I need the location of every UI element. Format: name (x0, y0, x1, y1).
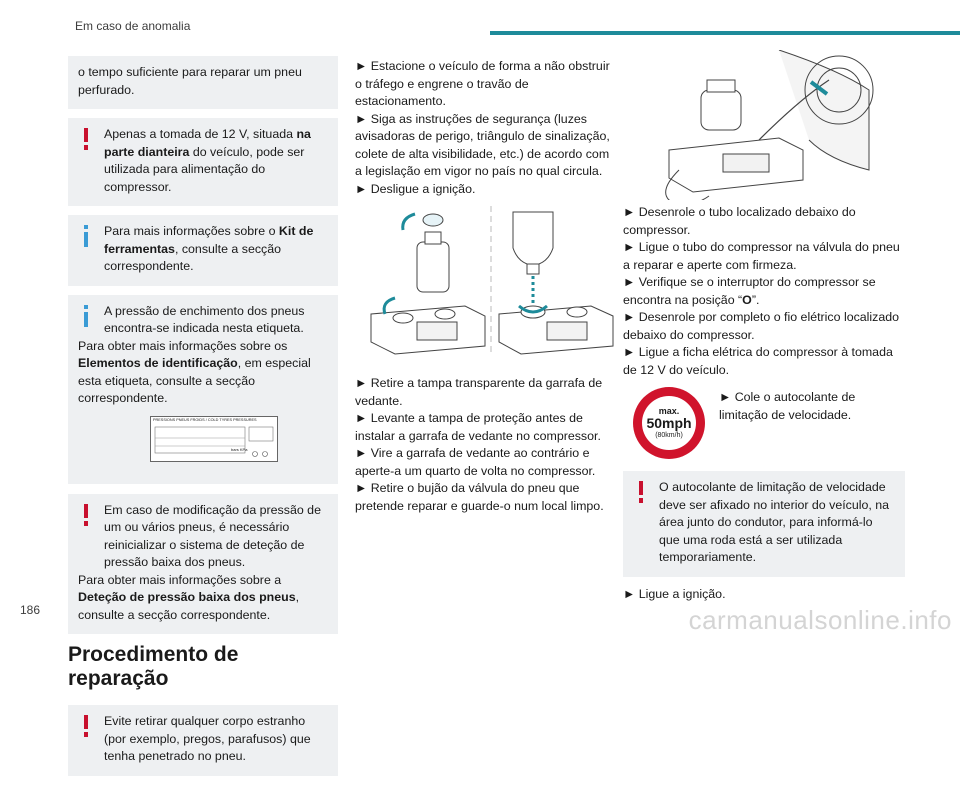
warning-icon (78, 504, 94, 528)
compressor-bottle-illustration (355, 206, 619, 366)
sticker-kmh: (80km/h) (655, 432, 683, 439)
info-box-pressure-label (68, 295, 338, 484)
info-text-2: Para obter mais informações sobre os Elementos de identificação, em especial esta etiqueta, consulte a secção correspondente. (78, 338, 311, 405)
info-icon (78, 305, 94, 329)
step-ignition-on: ► Ligue a ignição. (623, 586, 726, 601)
step-stick-sticker: ► Cole o autocolante de limitação de velocidade. (719, 390, 856, 422)
section-header: Em caso de anomalia (75, 19, 191, 33)
warning-box-12v (68, 118, 338, 206)
step-connect-hose: ► Ligue o tubo do compressor na válvula do pneu a reparar e aperte com firmeza. (623, 240, 900, 272)
warning-box-reinit (68, 494, 338, 635)
warning-icon (633, 481, 649, 505)
info-box-toolkit (68, 215, 338, 286)
compressor-tyre-illustration (639, 50, 879, 200)
warning-text-2: Para obter mais informações sobre a Deteção de pressão baixa dos pneus, consulte a secção correspondente. (78, 572, 300, 622)
step-remove-cap: ► Retire a tampa transparente da garrafa de vedante. (355, 376, 603, 408)
warning-box-foreign-body (68, 705, 338, 776)
note-box-continued (68, 56, 338, 109)
step-check-switch: ► Verifique se o interruptor do compressor se encontra na posição “O”. (623, 275, 876, 307)
speed-sticker-row (623, 387, 905, 465)
header-accent-bar (490, 31, 960, 35)
warning-text: Apenas a tomada de 12 V, situada na parte dianteira do veículo, pode ser utilizada para alimentação do compressor. (78, 126, 328, 196)
step-plug-12v: ► Ligue a ficha elétrica do compressor à tomada de 12 V do veículo. (623, 345, 893, 377)
note-text: o tempo suficiente para reparar um pneu perfurado. (78, 65, 302, 97)
warning-text: Em caso de modificação da pressão de um ou vários pneus, é necessário reinicializar o sistema de deteção de pressão baixa dos pneus. (78, 502, 328, 572)
column-middle (355, 58, 619, 515)
step-screw-bottle: ► Vire a garrafa de vedante ao contrário e aperte-a um quarto de volta no compressor. (355, 446, 596, 478)
warning-text: O autocolante de limitação de velocidade deve ser afixado no interior do veículo, na área junto do condutor, para informá-lo que uma roda está a ser utilizada temporariamente. (633, 479, 895, 567)
section-heading: Procedimento de reparação (68, 643, 239, 690)
step-safety: ► Siga as instruções de segurança (luzes avisadoras de perigo, triângulo de sinalização, colete de alta visibilidade, etc.) de acordo com a legislação em vigor no país no qual circula. (355, 111, 610, 178)
info-text: Para mais informações sobre o Kit de ferramentas, consulte a secção correspondente. (78, 223, 328, 276)
warning-icon (78, 715, 94, 739)
page-number: 186 (20, 603, 41, 617)
watermark: carmanualsonline.info (688, 605, 952, 635)
warning-text: Evite retirar qualquer corpo estranho (por exemplo, pregos, parafusos) que tenha penetrado no pneu. (78, 713, 328, 766)
speed-limit-sticker (633, 387, 705, 459)
sticker-max: max. (658, 406, 680, 416)
step-lift-cover: ► Levante a tampa de proteção antes de instalar a garrafa de vedante no compressor. (355, 411, 601, 443)
warning-icon (78, 128, 94, 152)
step-park: ► Estacione o veículo de forma a não obstruir o tráfego e engrene o travão de estacionamento. (355, 59, 610, 108)
sticker-speed: 50mph (646, 415, 692, 431)
info-icon (78, 225, 94, 249)
label-grid-drawing (151, 424, 277, 460)
step-unroll-cable: ► Desenrole por completo o fio elétrico localizado debaixo do compressor. (623, 310, 900, 342)
warning-box-sticker (623, 471, 905, 577)
step-remove-valve-cap: ► Retire o bujão da válvula do pneu que pretende reparar e guarde-o num local limpo. (355, 481, 604, 513)
tyre-pressure-label-image (150, 416, 278, 462)
info-text: A pressão de enchimento dos pneus encontra-se indicada nesta etiqueta. (78, 303, 328, 338)
label-units: bars KPa (231, 447, 248, 452)
step-unroll-hose: ► Desenrole o tubo localizado debaixo do compressor. (623, 205, 856, 237)
label-title: PRESSIONS PNEUS FROIDS / COLD TYRES PRESSURES (153, 417, 257, 422)
column-right (623, 50, 905, 603)
column-left (68, 56, 338, 785)
step-ignition-off: ► Desligue a ignição. (355, 181, 476, 196)
